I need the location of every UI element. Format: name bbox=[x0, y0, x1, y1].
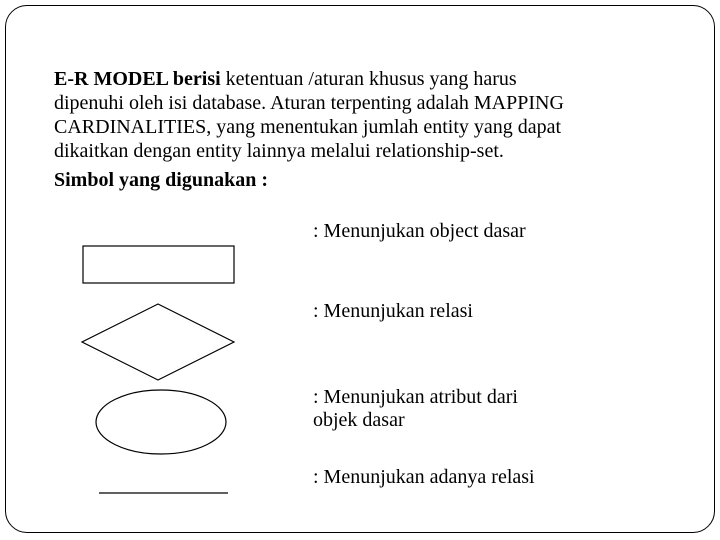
relationship-description: : Menunjukan relasi bbox=[313, 300, 473, 322]
link-description: : Menunjukan adanya relasi bbox=[313, 466, 535, 488]
intro-line2: dipenuhi oleh isi database. Aturan terpenting adalah MAPPING bbox=[54, 92, 564, 114]
symbols-heading: Simbol yang digunakan : bbox=[54, 169, 268, 191]
entity-description: : Menunjukan object dasar bbox=[313, 220, 526, 242]
link-line-symbol bbox=[98, 490, 230, 496]
intro-paragraph bbox=[54, 67, 678, 163]
attribute-description bbox=[313, 386, 518, 432]
relationship-diamond-symbol bbox=[80, 302, 236, 382]
intro-line4: dikaitkan dengan entity lainnya melalui relationship-set. bbox=[54, 140, 504, 162]
intro-bold-lead: E-R MODEL berisi bbox=[54, 68, 221, 90]
attribute-description-line2: objek dasar bbox=[313, 409, 405, 431]
intro-line3: CARDINALITIES, yang menentukan jumlah entity yang dapat bbox=[54, 116, 562, 138]
intro-line1-rest: ketentuan /aturan khusus yang harus bbox=[220, 68, 517, 90]
attribute-description-line1: : Menunjukan atribut dari bbox=[313, 386, 518, 408]
attribute-ellipse-symbol bbox=[94, 388, 228, 456]
entity-rectangle-symbol bbox=[82, 245, 236, 285]
